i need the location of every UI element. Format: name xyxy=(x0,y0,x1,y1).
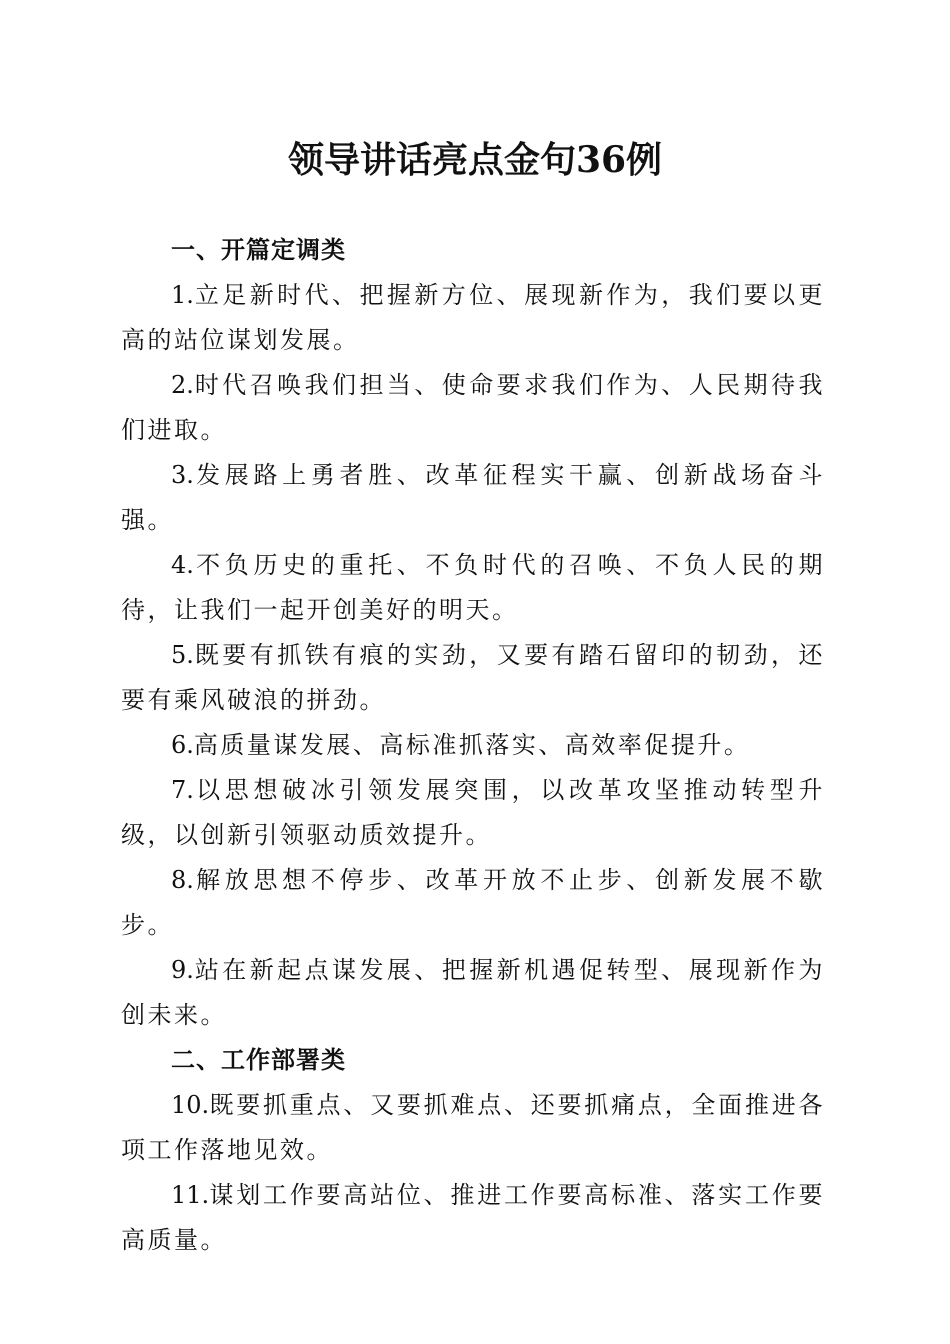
list-item xyxy=(121,543,825,633)
item-text: 站在新起点谋发展、把握新机遇促转型、展现新作为创未来。 xyxy=(121,956,825,1029)
item-text: 解放思想不停步、改革开放不止步、创新发展不歇步。 xyxy=(121,866,825,939)
list-item xyxy=(121,363,825,453)
item-text: 发展路上勇者胜、改革征程实干赢、创新战场奋斗强。 xyxy=(121,461,825,534)
list-item xyxy=(121,453,825,543)
document-body xyxy=(121,228,825,1263)
section-heading: 一、开篇定调类 xyxy=(171,236,346,264)
item-number: 8. xyxy=(171,866,194,894)
item-number: 3. xyxy=(171,461,194,489)
section-heading: 二、工作部署类 xyxy=(171,1046,346,1074)
list-item xyxy=(121,723,825,768)
item-number: 6. xyxy=(171,731,194,759)
list-item xyxy=(121,273,825,363)
item-number: 4. xyxy=(171,551,194,579)
document-title: 领导讲话亮点金句36例 xyxy=(287,139,663,181)
item-text: 高质量谋发展、高标准抓落实、高效率促提升。 xyxy=(193,731,751,759)
list-item xyxy=(121,1173,825,1263)
list-item xyxy=(121,768,825,858)
list-item xyxy=(121,1083,825,1173)
item-number: 5. xyxy=(171,641,194,669)
item-text: 时代召唤我们担当、使命要求我们作为、人民期待我们进取。 xyxy=(121,371,825,444)
item-number: 2. xyxy=(171,371,194,399)
item-text: 以思想破冰引领发展突围，以改革攻坚推动转型升级，以创新引领驱动质效提升。 xyxy=(121,776,825,849)
list-item xyxy=(121,858,825,948)
item-number: 7. xyxy=(171,776,194,804)
item-text: 既要抓重点、又要抓难点、还要抓痛点，全面推进各项工作落地见效。 xyxy=(121,1091,825,1164)
item-number: 1. xyxy=(171,281,194,309)
item-text: 立足新时代、把握新方位、展现新作为，我们要以更高的站位谋划发展。 xyxy=(121,281,825,354)
item-text: 不负历史的重托、不负时代的召唤、不负人民的期待，让我们一起开创美好的明天。 xyxy=(121,551,825,624)
item-text: 谋划工作要高站位、推进工作要高标准、落实工作要高质量。 xyxy=(121,1181,825,1254)
item-text: 既要有抓铁有痕的实劲，又要有踏石留印的韧劲，还要有乘风破浪的拼劲。 xyxy=(121,641,825,714)
item-number: 11. xyxy=(171,1181,210,1209)
item-number: 10. xyxy=(171,1091,210,1119)
list-item xyxy=(121,948,825,1038)
list-item xyxy=(121,633,825,723)
item-number: 9. xyxy=(171,956,194,984)
